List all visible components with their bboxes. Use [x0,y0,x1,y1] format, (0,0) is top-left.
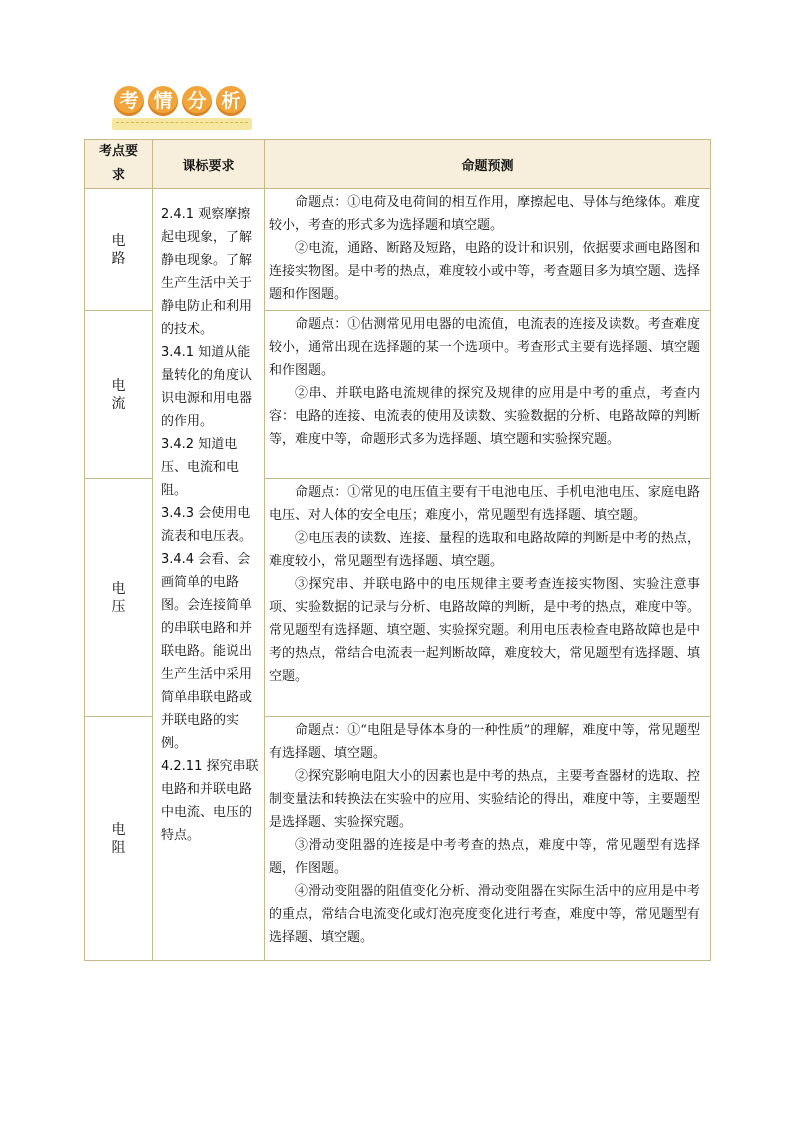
banner-char-2: 情 [148,86,178,116]
prediction-paragraph: 命题点：①“电阻是导体本身的一种性质”的理解，难度中等，常见题型有选择题、填空题。 [269,723,700,761]
topic-label: 电路 [111,232,126,267]
banner-char-3: 分 [182,86,212,116]
topic-cell [85,311,153,479]
kebiao-paragraph: 2.4.1 观察摩擦起电现象，了解静电现象。了解生产生活中关于静电防止和利用的技术。 [161,207,253,337]
kebiao-paragraph: 3.4.4 会看、会画简单的电路图。会连接简单的串联电路和并联电路。能说出生产生活中采用简单串联电路或并联电路的实例。 [161,552,253,751]
banner-char-1: 考 [114,86,144,116]
header-row [85,140,711,189]
prediction-cell [265,311,711,479]
prediction-paragraph: ④滑动变阻器的阻值变化分析、滑动变阻器在实际生活中的应用是中考的重点，常结合电流变化或灯泡亮度变化进行考查，难度中等，常见题型有选择题、填空题。 [269,884,700,945]
prediction-paragraph: 命题点：①估测常见用电器的电流值，电流表的连接及读数。考查难度较小，通常出现在选择题的某一个选项中。考查形式主要有选择题、填空题和作图题。 [269,317,700,378]
banner-stripe [116,122,248,124]
prediction-paragraph: ②电压表的读数、连接、量程的选取和电路故障的判断是中考的热点，难度较小，常见题型有选择题、填空题。 [269,531,700,569]
prediction-cell [265,479,711,717]
table-row [85,189,711,311]
kebiao-paragraph: 4.2.11 探究串联电路和并联电路中电流、电压的特点。 [161,759,259,843]
topic-label: 电压 [111,580,126,615]
header-kebiao: 课标要求 [153,140,265,189]
prediction-paragraph: ②探究影响电阻大小的因素也是中考的热点，主要考查器材的选取、控制变量法和转换法在实验中的应用、实验结论的得出，难度中等，主要题型是选择题、实验探究题。 [269,769,700,830]
prediction-cell [265,717,711,961]
prediction-paragraph: 命题点：①常见的电压值主要有干电池电压、手机电池电压、家庭电路电压、对人体的安全电压；难度小，常见题型有选择题、填空题。 [269,485,700,523]
topic-label: 电阻 [111,821,126,856]
topic-label: 电流 [111,377,126,412]
prediction-paragraph: ③滑动变阻器的连接是中考考查的热点，难度中等，常见题型有选择题，作图题。 [269,838,700,876]
kebiao-paragraph: 3.4.2 知道电压、电流和电阻。 [161,437,240,498]
kebiao-cell [153,189,265,961]
banner-underline [112,118,252,130]
prediction-paragraph: ②串、并联电路电流规律的探究及规律的应用是中考的重点，考查内容：电路的连接、电流表的使用及读数、实验数据的分析、电路故障的判断等，难度中等，命题形式多为选择题、填空题和实验探究题。 [269,386,700,447]
kebiao-paragraph: 3.4.3 会使用电流表和电压表。 [161,506,253,544]
prediction-paragraph: 命题点：①电荷及电荷间的相互作用，摩擦起电、导体与绝缘体。难度较小，考查的形式多为选择题和填空题。 [269,195,700,233]
prediction-cell [265,189,711,311]
prediction-paragraph: ③探究串、并联电路中的电压规律主要考查连接实物图、实验注意事项、实验数据的记录与分析、电路故障的判断，是中考的热点，难度中等。常见题型有选择题、填空题、实验探究题。利用电压表检查电路故障也是中考的热点，常结合电流表一起判断故障，难度较大，常见题型有选择题、填空题。 [269,577,700,684]
banner-char-4: 析 [216,86,246,116]
header-kaodian: 考点要求 [85,140,153,189]
topic-cell [85,717,153,961]
kebiao-paragraph: 3.4.1 知道从能量转化的角度认识电源和用电器的作用。 [161,345,253,429]
section-banner [108,82,256,132]
topic-cell [85,479,153,717]
analysis-table [84,139,711,961]
header-mingti: 命题预测 [265,140,711,189]
topic-cell [85,189,153,311]
prediction-paragraph: ②电流，通路、断路及短路，电路的设计和识别，依据要求画电路图和连接实物图。是中考的热点，难度较小或中等，考查题目多为填空题、选择题和作图题。 [269,241,700,302]
